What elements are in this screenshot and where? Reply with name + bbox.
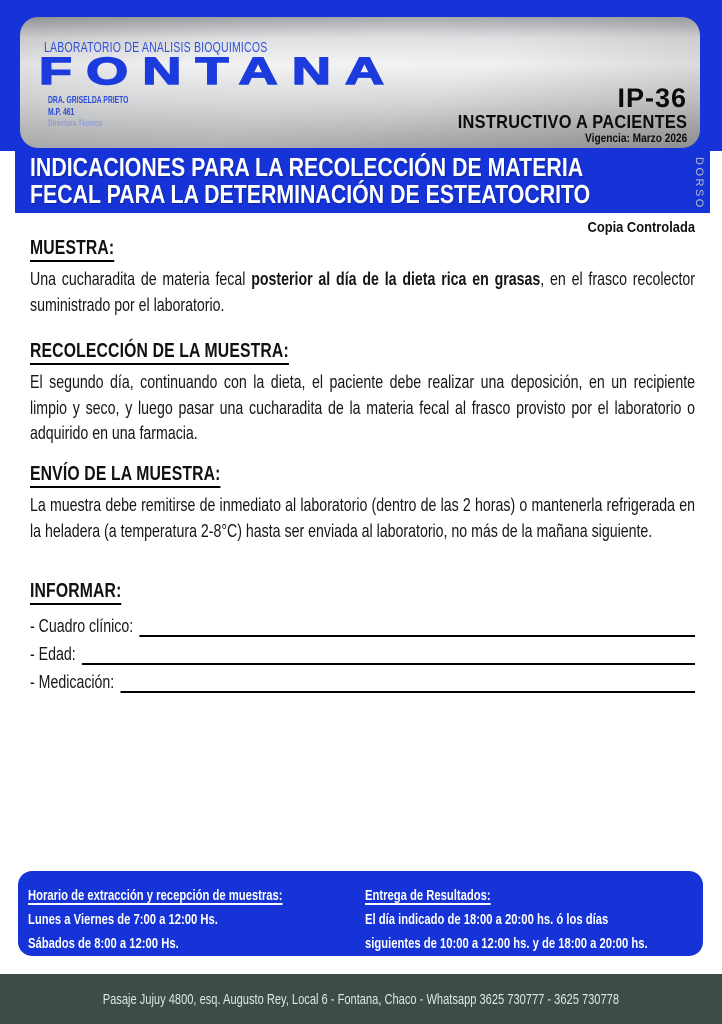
results-delivery-heading: Entrega de Resultados: (365, 887, 491, 904)
section-heading: ENVÍO DE LA MUESTRA: (30, 463, 221, 488)
section-recoleccion (30, 340, 695, 447)
title-line-1: INDICACIONES PARA LA RECOLECCIÓN DE MATERIA (30, 152, 584, 182)
field-label: - Edad: (30, 643, 76, 664)
form-field-medicacion (30, 665, 695, 693)
form-field-cuadro-clinico (30, 609, 695, 637)
blank-fill-line (121, 671, 695, 693)
schedule-hours-column (28, 884, 282, 956)
body-text: , en el frasco recolector suministrado por el laboratorio. (30, 269, 696, 315)
section-heading: RECOLECCIÓN DE LA MUESTRA: (30, 340, 289, 365)
document-type: INSTRUCTIVO A PACIENTES (457, 112, 687, 132)
section-body (30, 267, 695, 318)
document-code: IP-36 (617, 83, 687, 113)
director-registration: M.P. 461 (48, 106, 75, 118)
title-band (15, 150, 710, 213)
document-id-block (435, 85, 687, 146)
results-delivery-column (365, 884, 648, 956)
footer-bar (0, 974, 722, 1024)
schedule-line: El día indicado de 18:00 a 20:00 hs. ó los días (365, 911, 609, 928)
field-label: - Cuadro clínico: (30, 615, 134, 636)
form-field-edad (30, 637, 695, 665)
letterhead-card (20, 17, 700, 148)
section-heading: INFORMAR: (30, 580, 121, 605)
schedule-line: Sábados de 8:00 a 12:00 Hs. (28, 935, 179, 952)
schedule-line: siguientes de 10:00 a 12:00 hs. y de 18:00 a 20:00 hs. (365, 935, 648, 952)
copy-control-watermark: Copia Controlada (587, 219, 695, 236)
footer-address: Pasaje Jujuy 4800, esq. Augusto Rey, Local 6 - Fontana, Chaco - Whatsapp 3625 730777 - 3625 730778 (102, 990, 620, 1008)
header-background (0, 0, 722, 151)
field-label: - Medicación: (30, 671, 115, 692)
dorso-edge-label: DORSO (693, 157, 705, 210)
schedule-box (18, 871, 703, 956)
schedule-line: Lunes a Viernes de 7:00 a 12:00 Hs. (28, 911, 218, 928)
body-text: Una cucharadita de materia fecal (30, 269, 252, 289)
section-body: El segundo día, continuando con la dieta, el paciente debe realizar una deposición, en un recipiente limpio y seco, y luego pasar una cucharadita de la materia fecal al frasco provisto por el laboratorio o adquirido en una farmacia. (30, 372, 696, 443)
director-name: DRA. GRISELDA PRIETO (48, 95, 129, 106)
blank-fill-line (139, 615, 695, 637)
section-envio (30, 463, 695, 544)
section-heading: MUESTRA: (30, 237, 114, 262)
validity-date: Vigencia: Marzo 2026 (584, 133, 687, 145)
section-muestra (30, 237, 695, 318)
lab-name: LABORATORIO DE ANALISIS BIOQUIMICOS (44, 39, 268, 56)
title-line-2: FECAL PARA LA DETERMINACIÓN DE ESTEATOCRITO (30, 179, 591, 209)
body-text-bold: posterior al día de la dieta rica en grasas (251, 269, 541, 289)
brand-logo: FONTANA (39, 51, 399, 93)
director-block (48, 95, 166, 130)
blank-fill-line (82, 643, 695, 665)
page-title (30, 154, 590, 208)
schedule-hours-heading: Horario de extracción y recepción de muestras: (28, 887, 283, 904)
section-body: La muestra debe remitirse de inmediato al laboratorio (dentro de las 2 horas) o mantenerla refrigerada en la heladera (a temperatura 2-8°C) hasta ser enviada al laboratorio, no más de la mañana siguiente. (30, 495, 696, 541)
section-informar (30, 580, 695, 693)
director-role: Directora Técnica (48, 118, 103, 129)
